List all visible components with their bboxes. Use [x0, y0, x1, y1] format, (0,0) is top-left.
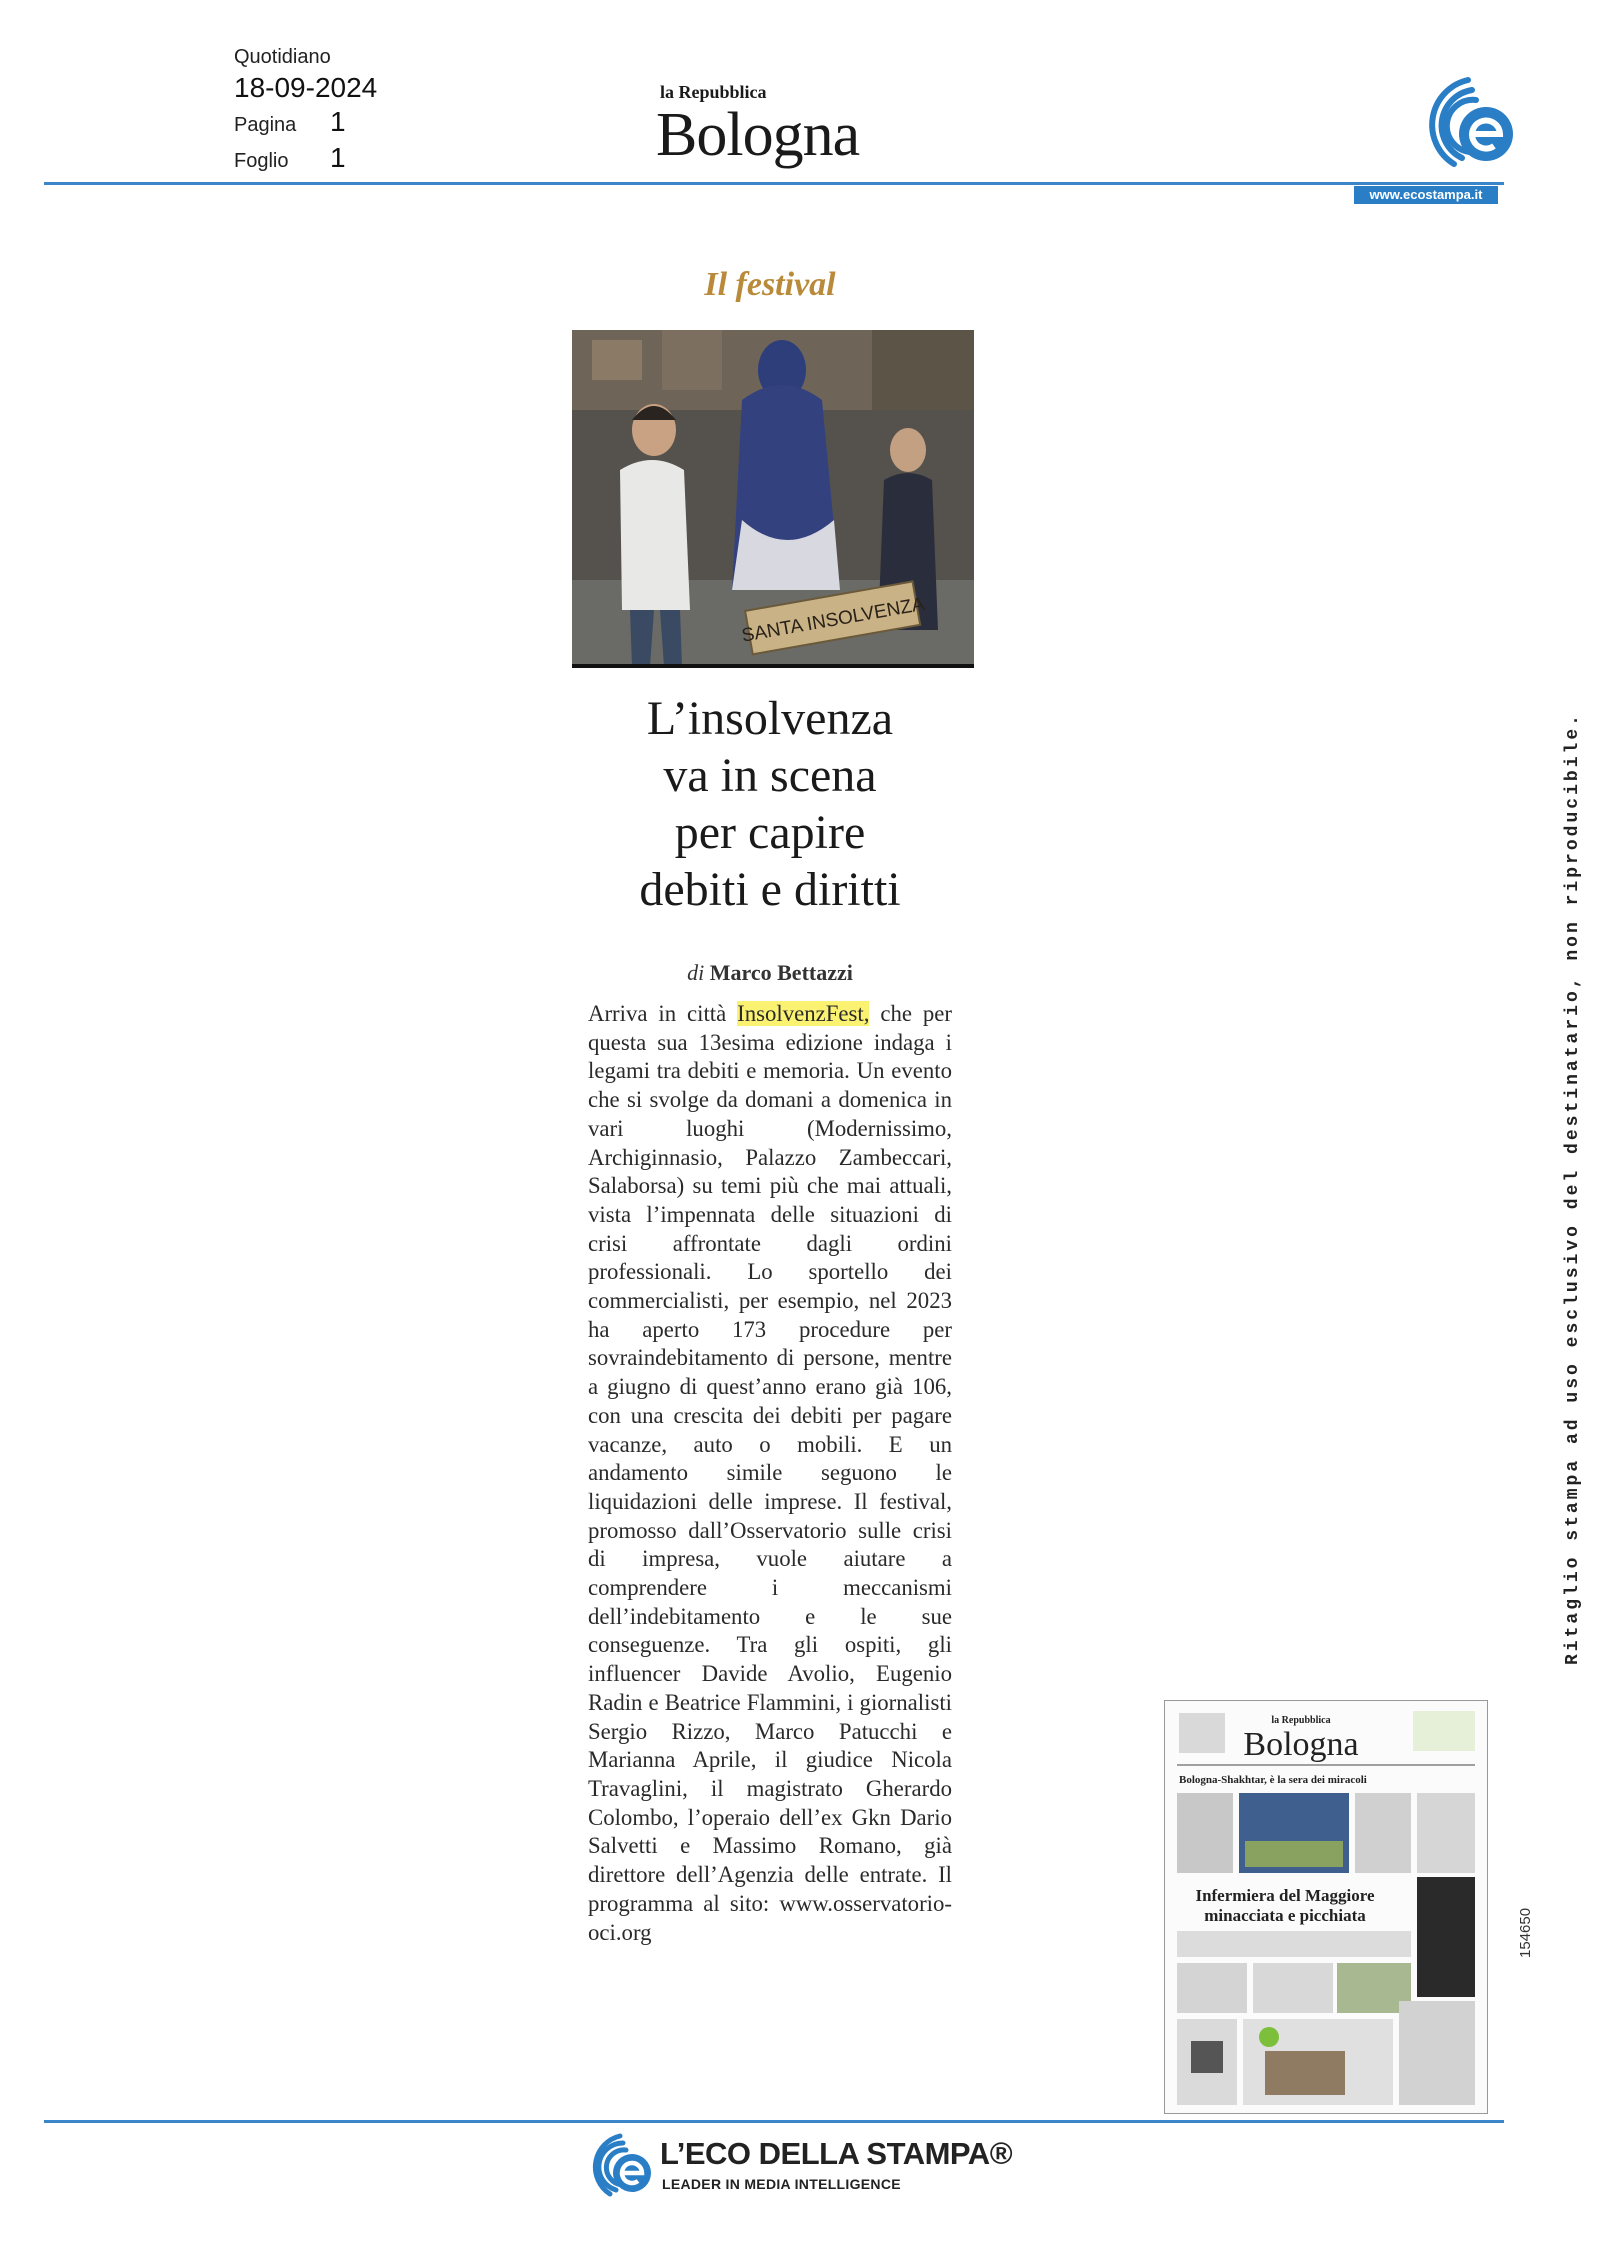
- sheet-label: Foglio: [234, 150, 289, 172]
- reproduction-note: [1555, 712, 1587, 1667]
- photo-sign-text: SANTA INSOLVENZA: [740, 593, 927, 647]
- thumb-headline-main-2: minacciata e picchiata: [1204, 1906, 1366, 1925]
- byline-prefix: di: [687, 960, 705, 985]
- thumb-masthead-small: la Repubblica: [1271, 1715, 1331, 1726]
- headline-line: per capire: [674, 806, 866, 859]
- headline-line: va in scena: [663, 749, 877, 802]
- clipping-code: [1510, 1880, 1540, 1960]
- masthead-small: la Repubblica: [660, 82, 767, 102]
- article-body: [588, 1000, 952, 1947]
- clipping-code-text: 154650: [1517, 1907, 1534, 1958]
- site-url[interactable]: www.ecostampa.it: [1354, 186, 1498, 204]
- article-byline: [560, 960, 980, 986]
- front-page-thumbnail[interactable]: [1164, 1700, 1488, 2114]
- byline-author: Marco Bettazzi: [709, 960, 853, 985]
- body-intro: Arriva in città: [588, 1001, 738, 1026]
- footer-tagline: LEADER IN MEDIA INTELLIGENCE: [662, 2176, 901, 2192]
- photo-bottom-rule: [572, 664, 974, 668]
- thumb-headline-top: Bologna-Shakhtar, è la sera dei miracoli: [1179, 1774, 1367, 1786]
- bottom-rule: [44, 2120, 1504, 2123]
- page-value: 1: [330, 106, 346, 137]
- eco-della-stampa-logo-icon: [582, 2130, 652, 2202]
- footer-brand: L’ECO DELLA STAMPA®: [660, 2136, 1013, 2171]
- article-headline: [560, 690, 980, 918]
- headline-line: L’insolvenza: [646, 692, 894, 745]
- thumb-masthead-big: Bologna: [1243, 1726, 1359, 1763]
- body-rest: che per questa sua 13esima edizione indaga i legami tra debiti e memoria. Un evento che si svolge da domani a domenica in vari luoghi (Modernissimo, Archiginnasio, Palazzo Zambeccari, Salaborsa) su temi più che mai attuali, vista l’impennata delle situazioni di crisi affrontate dagli ordini professionali. Lo sportello dei commercialisti, per esempio, nel 2023 ha aperto 173 procedure per sovraindebitamento di persone, mentre a giugno di quest’anno erano già 106, con una crescita dei debiti per pagare vacanze, auto o mobili. E un andamento simile seguono le liquidazioni delle imprese. Il festival, promosso dall’Osservatorio sulle crisi di impresa, vuole aiutare a comprendere i meccanismi dell’indebitamento e le sue conseguenze. Tra gli ospiti, gli influencer Davide Avolio, Eugenio Radin e Beatrice Flammini, i giornalisti Sergio Rizzo, Marco Patucchi e Marianna Aprile, il giudice Nicola Travaglini, il magistrato Gherardo Colombo, l’operaio dell’ex Gkn Dario Salvetti e Massimo Romano, già direttore dell’Agenzia delle entrate. Il programma al sito: www.osservatorio-oci.org: [588, 1001, 952, 1945]
- top-rule: [44, 182, 1504, 185]
- page-label: Pagina: [234, 114, 297, 136]
- publication-type: Quotidiano: [234, 46, 331, 68]
- publication-date: 18-09-2024: [234, 72, 378, 103]
- ecostampa-logo-icon: [1414, 72, 1514, 176]
- headline-line: debiti e diritti: [639, 863, 901, 916]
- masthead-title: Bologna: [656, 101, 860, 169]
- sheet-value: 1: [330, 142, 346, 173]
- thumb-headline-main-1: Infermiera del Maggiore: [1195, 1886, 1375, 1905]
- reproduction-note-text: Ritaglio stampa ad uso esclusivo del destinatario, non riproducibile.: [1563, 714, 1583, 1665]
- body-highlight: InsolvenzFest,: [737, 1001, 870, 1026]
- article-photo: [572, 330, 974, 666]
- article-kicker: Il festival: [704, 266, 836, 303]
